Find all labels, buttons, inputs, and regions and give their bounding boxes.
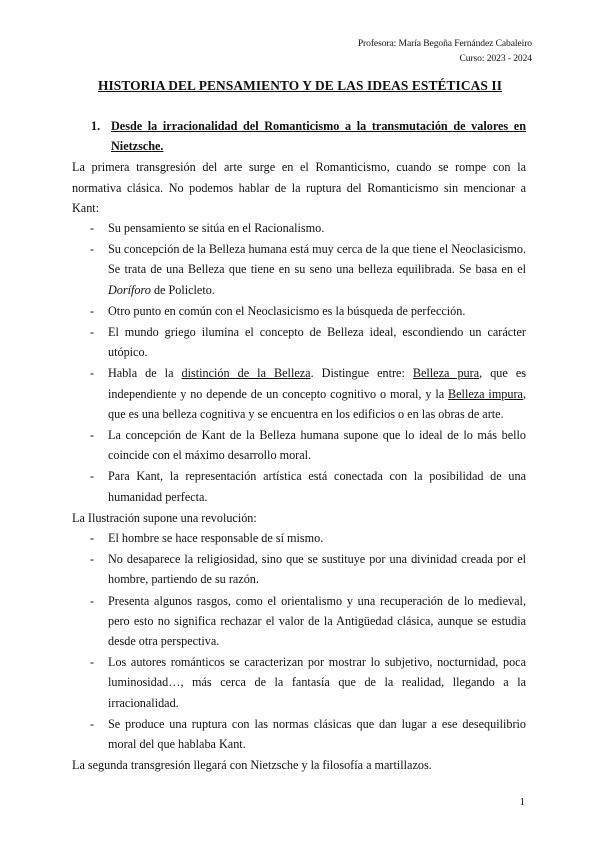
bullet-dash: -: [90, 366, 95, 381]
list-item: [72, 239, 526, 300]
bullet-dash: -: [90, 325, 95, 340]
list-item: [72, 363, 526, 424]
bullet-text: El mundo griego ilumina el concepto de Belleza ideal, escondiendo un carácter utópico.: [108, 325, 526, 360]
bullet-dash: -: [90, 242, 95, 257]
bullet-dash: -: [90, 469, 95, 484]
bullet-text-part: . Distingue entre:: [310, 366, 413, 381]
bullet-text: Se produce una ruptura con las normas clásicas que dan lugar a ese desequilibrio moral del que hablaba Kant.: [108, 716, 526, 752]
list-item: [72, 652, 526, 713]
bullet-dash: -: [90, 655, 95, 670]
bullet-text: La concepción de Kant de la Belleza humana supone que lo ideal de lo más bello coincide con el máximo desarrollo moral.: [108, 428, 526, 463]
bullet-text: El hombre se hace responsable de sí mismo.: [108, 531, 324, 546]
distincion-underlined: distinción de la Belleza: [181, 366, 311, 381]
section-number: 1.: [91, 119, 101, 133]
belleza-impura-underlined: Belleza impura: [448, 386, 523, 401]
bullet-dash: -: [90, 221, 95, 236]
doriforo-italic: Doríforo: [108, 282, 151, 297]
bullet-text: Para Kant, la representación artística está conectada con la posibilidad de una humanidad perfecta.: [108, 469, 526, 504]
list-item: [72, 714, 526, 754]
bullet-dash: -: [90, 428, 95, 443]
bullet-text: No desaparece la religiosidad, sino que se sustituye por una divinidad creada por el hombre, partiendo de su razón.: [108, 552, 526, 587]
section-title: Desde la irracionalidad del Romanticismo a la transmutación de valores en Nietzsche.: [111, 119, 526, 154]
bullet-text: Otro punto en común con el Neoclasicismo es la búsqueda de perfección.: [108, 303, 466, 318]
bullet-text: Su pensamiento se sitúa en el Racionalismo.: [108, 221, 325, 236]
bullet-dash: -: [90, 716, 95, 731]
section-heading: [72, 116, 526, 156]
bullet-text: Presenta algunos rasgos, como el orientalismo y una recuperación de lo medieval, pero esto no significa rechazar el valor de la Antigüedad clásica, aunque se estudia desde otra perspectiva.: [108, 593, 526, 649]
list-item: [72, 466, 526, 506]
course-line: Curso: 2023 - 2024: [459, 53, 532, 64]
bullet-text-part: Habla de la: [108, 366, 182, 381]
bullet-dash: -: [90, 531, 95, 546]
ilustracion-intro: La Ilustración supone una revolución:: [72, 510, 257, 525]
ilustracion-bullet-list: [72, 528, 526, 754]
document-title: HISTORIA DEL PENSAMIENTO Y DE LAS IDEAS ESTÉTICAS II: [97, 78, 503, 93]
list-item: [72, 218, 526, 238]
list-item: [72, 591, 526, 652]
closing-paragraph: La segunda transgresión llegará con Nietzsche y la filosofía a martillazos.: [72, 758, 432, 773]
bullet-text: [108, 363, 526, 424]
bullet-dash: -: [90, 593, 95, 608]
teacher-line: Profesora: María Begoña Fernández Cabaleiro: [357, 38, 532, 49]
bullet-text-part: Su concepción de la Belleza humana está muy cerca de la que tiene el Neoclasicismo. Se trata de una Belleza que tiene en su seno una belleza equilibrada. Se basa en el: [108, 242, 526, 277]
bullet-text-part: , que es una belleza cognitiva y se encuentra en los edificios o en las obras de arte.: [108, 386, 527, 421]
bullet-dash: -: [90, 303, 95, 318]
list-item: [72, 528, 526, 548]
bullet-dash: -: [90, 552, 95, 567]
intro-paragraph: La primera transgresión del arte surge en el Romanticismo, cuando se rompe con la normativa clásica. No podemos hablar de la ruptura del Romanticismo sin mencionar a Kant:: [72, 160, 526, 215]
list-item: [72, 322, 526, 362]
kant-bullet-list: [72, 218, 526, 507]
bullet-text-part: de Policleto.: [150, 282, 215, 297]
list-item: [72, 301, 526, 321]
bullet-text: Los autores románticos se caracterizan por mostrar lo subjetivo, nocturnidad, poca luminosidad…, más cerca de la fantasía que de la realidad, llegando a la irracionalidad.: [108, 655, 526, 710]
page-number: 1: [519, 796, 525, 808]
list-item: [72, 425, 526, 465]
list-item: [72, 549, 526, 589]
belleza-pura-underlined: Belleza pura: [412, 366, 480, 381]
document-header: [358, 36, 532, 66]
bullet-text: [108, 239, 526, 300]
document-body: [72, 116, 526, 776]
bullet-text-part: , que es independiente y no depende de un concepto cognitivo o moral, y la: [108, 366, 527, 401]
